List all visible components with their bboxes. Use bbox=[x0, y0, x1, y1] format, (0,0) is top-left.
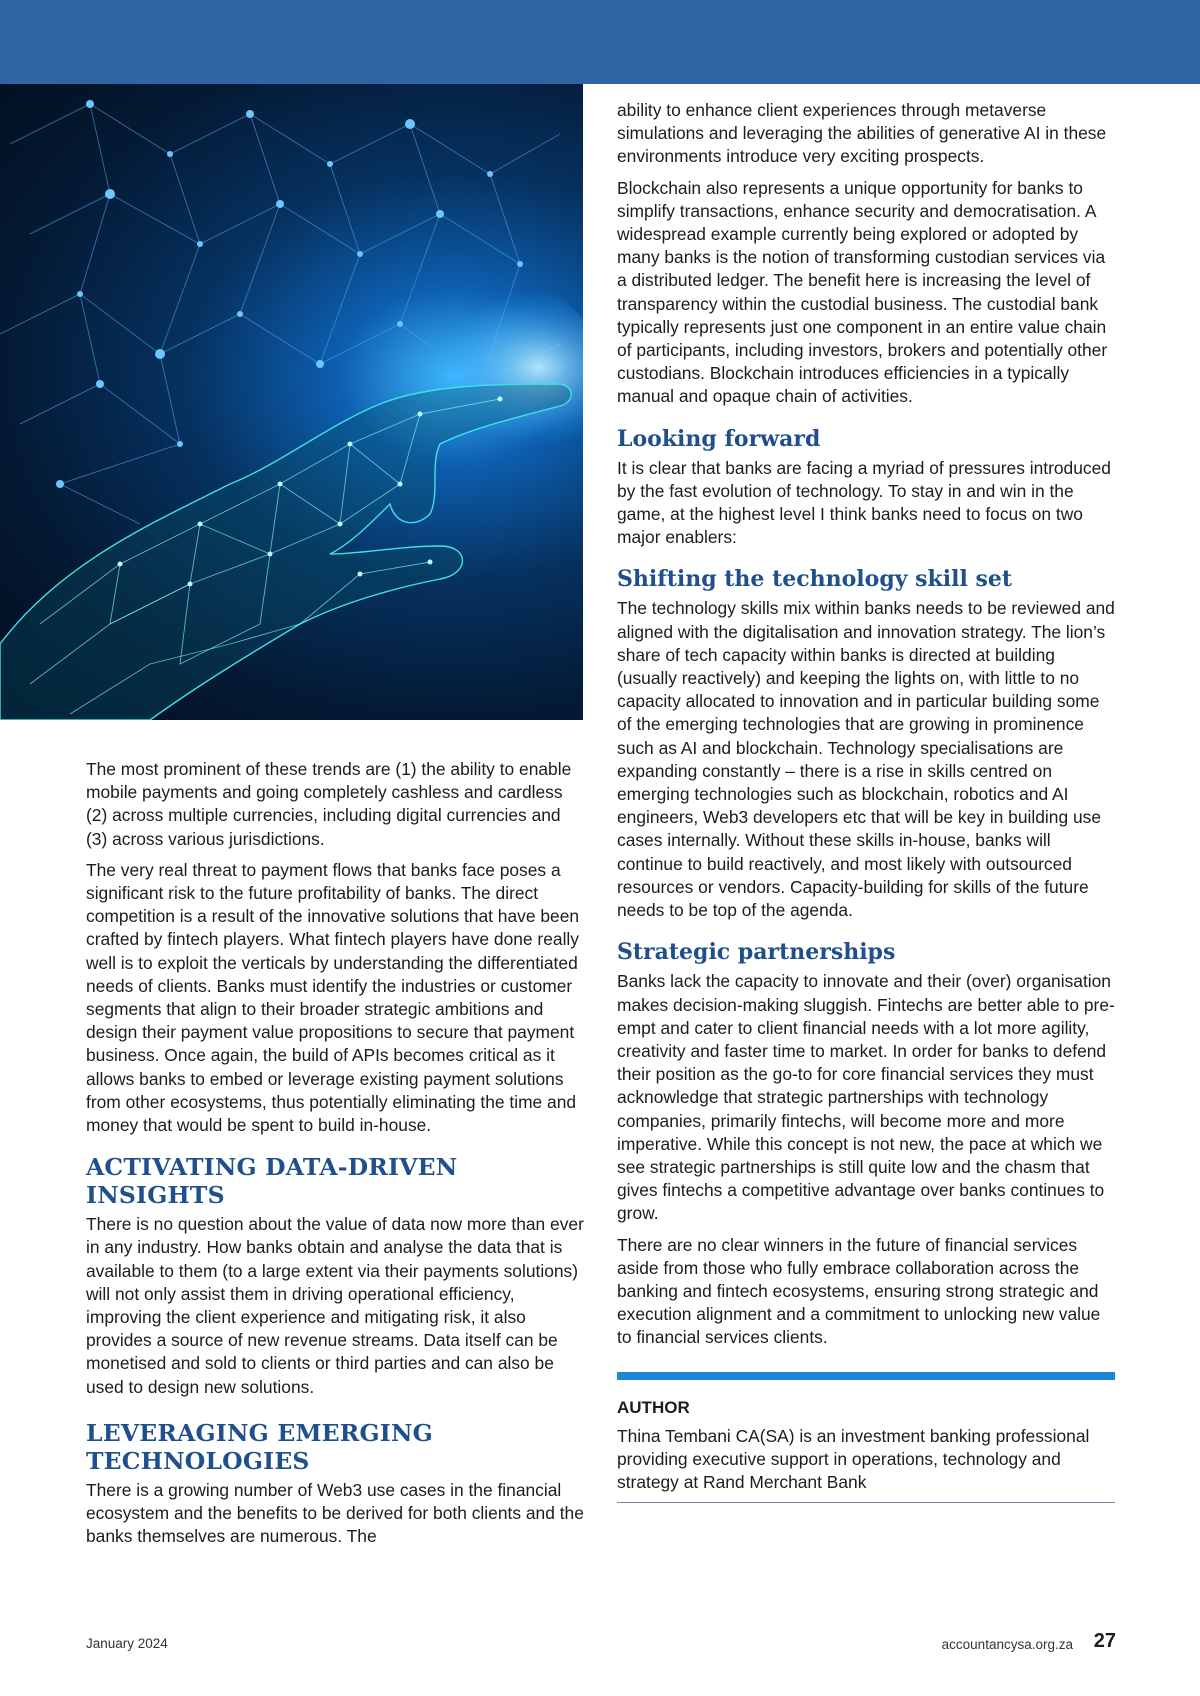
footer-site-link[interactable]: accountancysa.org.za bbox=[941, 1637, 1073, 1652]
paragraph: The technology skills mix within banks needs to be reviewed and aligned with the digitalisation and innovation strategy. The lion’s share of tech capacity within banks is directed at building (usually reactively) and keeping the lights on, with little to no capacity allocated to innovation and in particular building some of the emerging technologies that are growing in prominence such as AI and blockchain. Technology specialisations are expanding constantly – there is a rise in skills centred on emerging technologies such as blockchain, robotics and AI engineers, Web3 developers etc that will be key in building use cases internally. Without these skills in-house, banks will continue to build reactively, and most likely with outsourced resources or vendors. Capacity-building for skills of the future needs to be top of the agenda. bbox=[617, 598, 1115, 921]
right-column bbox=[617, 99, 1117, 1503]
paragraph: It is clear that banks are facing a myriad of pressures introduced by the fast evolution of technology. To stay in and win in the game, at the highest level I think banks need to focus on two major enablers: bbox=[617, 457, 1111, 548]
footer-date: January 2024 bbox=[86, 1636, 168, 1651]
section-heading-emerging-tech: LEVERAGING EMERGING TECHNOLOGIES bbox=[86, 1418, 433, 1475]
paragraph: There is no question about the value of data now more than ever in any industry. How banks obtain and analyse the data that is available to them (to a large extent via their payments solutions) will not only assist them in driving operational efficiency, improving the client experience and mitigating risk, it also provides a source of new revenue streams. Data itself can be monetised and sold to clients or third parties and can also be used to design new solutions. bbox=[86, 1214, 584, 1397]
author-divider bbox=[617, 1372, 1115, 1380]
paragraph: The most prominent of these trends are (1) the ability to enable mobile payments and going completely cashless and cardless (2) across multiple currencies, including digital currencies and (3) across various jurisdictions. bbox=[86, 759, 572, 849]
paragraph: Blockchain also represents a unique opportunity for banks to simplify transactions, enhance security and democratisation. A widespread example currently being explored or adopted by many banks is the notion of transforming custodian services via a distributed ledger. The benefit here is increasing the level of transparency within the custodial business. The custodial bank typically represents just one component in an entire value chain of participants, including investors, brokers and potentially other custodians. Blockchain introduces efficiencies in a typically manual and opaque chain of activities. bbox=[617, 177, 1108, 407]
paragraph: There is a growing number of Web3 use cases in the financial ecosystem and the benefits to be derived for both clients and the banks themselves are numerous. The bbox=[86, 1479, 584, 1547]
section-heading-looking-forward: Looking forward bbox=[617, 425, 821, 452]
page-number: 27 bbox=[1093, 1630, 1116, 1652]
left-column bbox=[86, 758, 586, 1556]
paragraph: ability to enhance client experiences through metaverse simulations and leveraging the abilities of generative AI in these environments introduce very exciting prospects. bbox=[617, 100, 1107, 167]
paragraph: The very real threat to payment flows that banks face poses a significant risk to the future profitability of banks. The direct competition is a result of the innovative solutions that have been crafted by fintech players. What fintech players have done really well is to exploit the verticals by understanding the differentiated needs of clients. Banks must identify the industries or customer segments that align to their broader strategic ambitions and design their payment value propositions to secure that payment business. Once again, the build of APIs becomes critical as it allows banks to embed or leverage existing payment solutions from other ecosystems, thus potentially eliminating the time and money that would be spent to build in-house. bbox=[86, 859, 580, 1136]
paragraph: There are no clear winners in the future of financial services aside from those who fully embrace collaboration across the banking and fintech ecosystems, ensuring strong strategic and execution alignment and a commitment to unlocking new value to financial services clients. bbox=[617, 1234, 1101, 1348]
header-bar bbox=[0, 0, 1200, 84]
author-bio: Thina Tembani CA(SA) is an investment banking professional providing executive support in operations, technology and strategy at Rand Merchant Bank bbox=[617, 1425, 1090, 1493]
paragraph: Banks lack the capacity to innovate and their (over) organisation makes decision-making sluggish. Fintechs are better able to pre-empt and cater to client financial needs with a lot more agility, creativity and faster time to market. In order for banks to defend their position as the go-to for core financial services they must acknowledge that strategic partnerships with technology companies, primarily fintechs, will become more and more imperative. While this concept is not new, the pace at which we see strategic partnerships is still quite low and the chasm that gives fintechs a competitive advantage over banks continues to grow. bbox=[617, 971, 1115, 1224]
section-heading-partnerships: Strategic partnerships bbox=[617, 939, 896, 966]
section-heading-data-insights: ACTIVATING DATA-DRIVEN INSIGHTS bbox=[86, 1153, 458, 1210]
section-heading-skill-set: Shifting the technology skill set bbox=[617, 566, 1013, 593]
author-bottom-rule bbox=[617, 1502, 1115, 1503]
hero-image bbox=[0, 84, 583, 720]
author-heading: AUTHOR bbox=[617, 1397, 690, 1417]
wireframe-hand-icon bbox=[0, 84, 583, 720]
